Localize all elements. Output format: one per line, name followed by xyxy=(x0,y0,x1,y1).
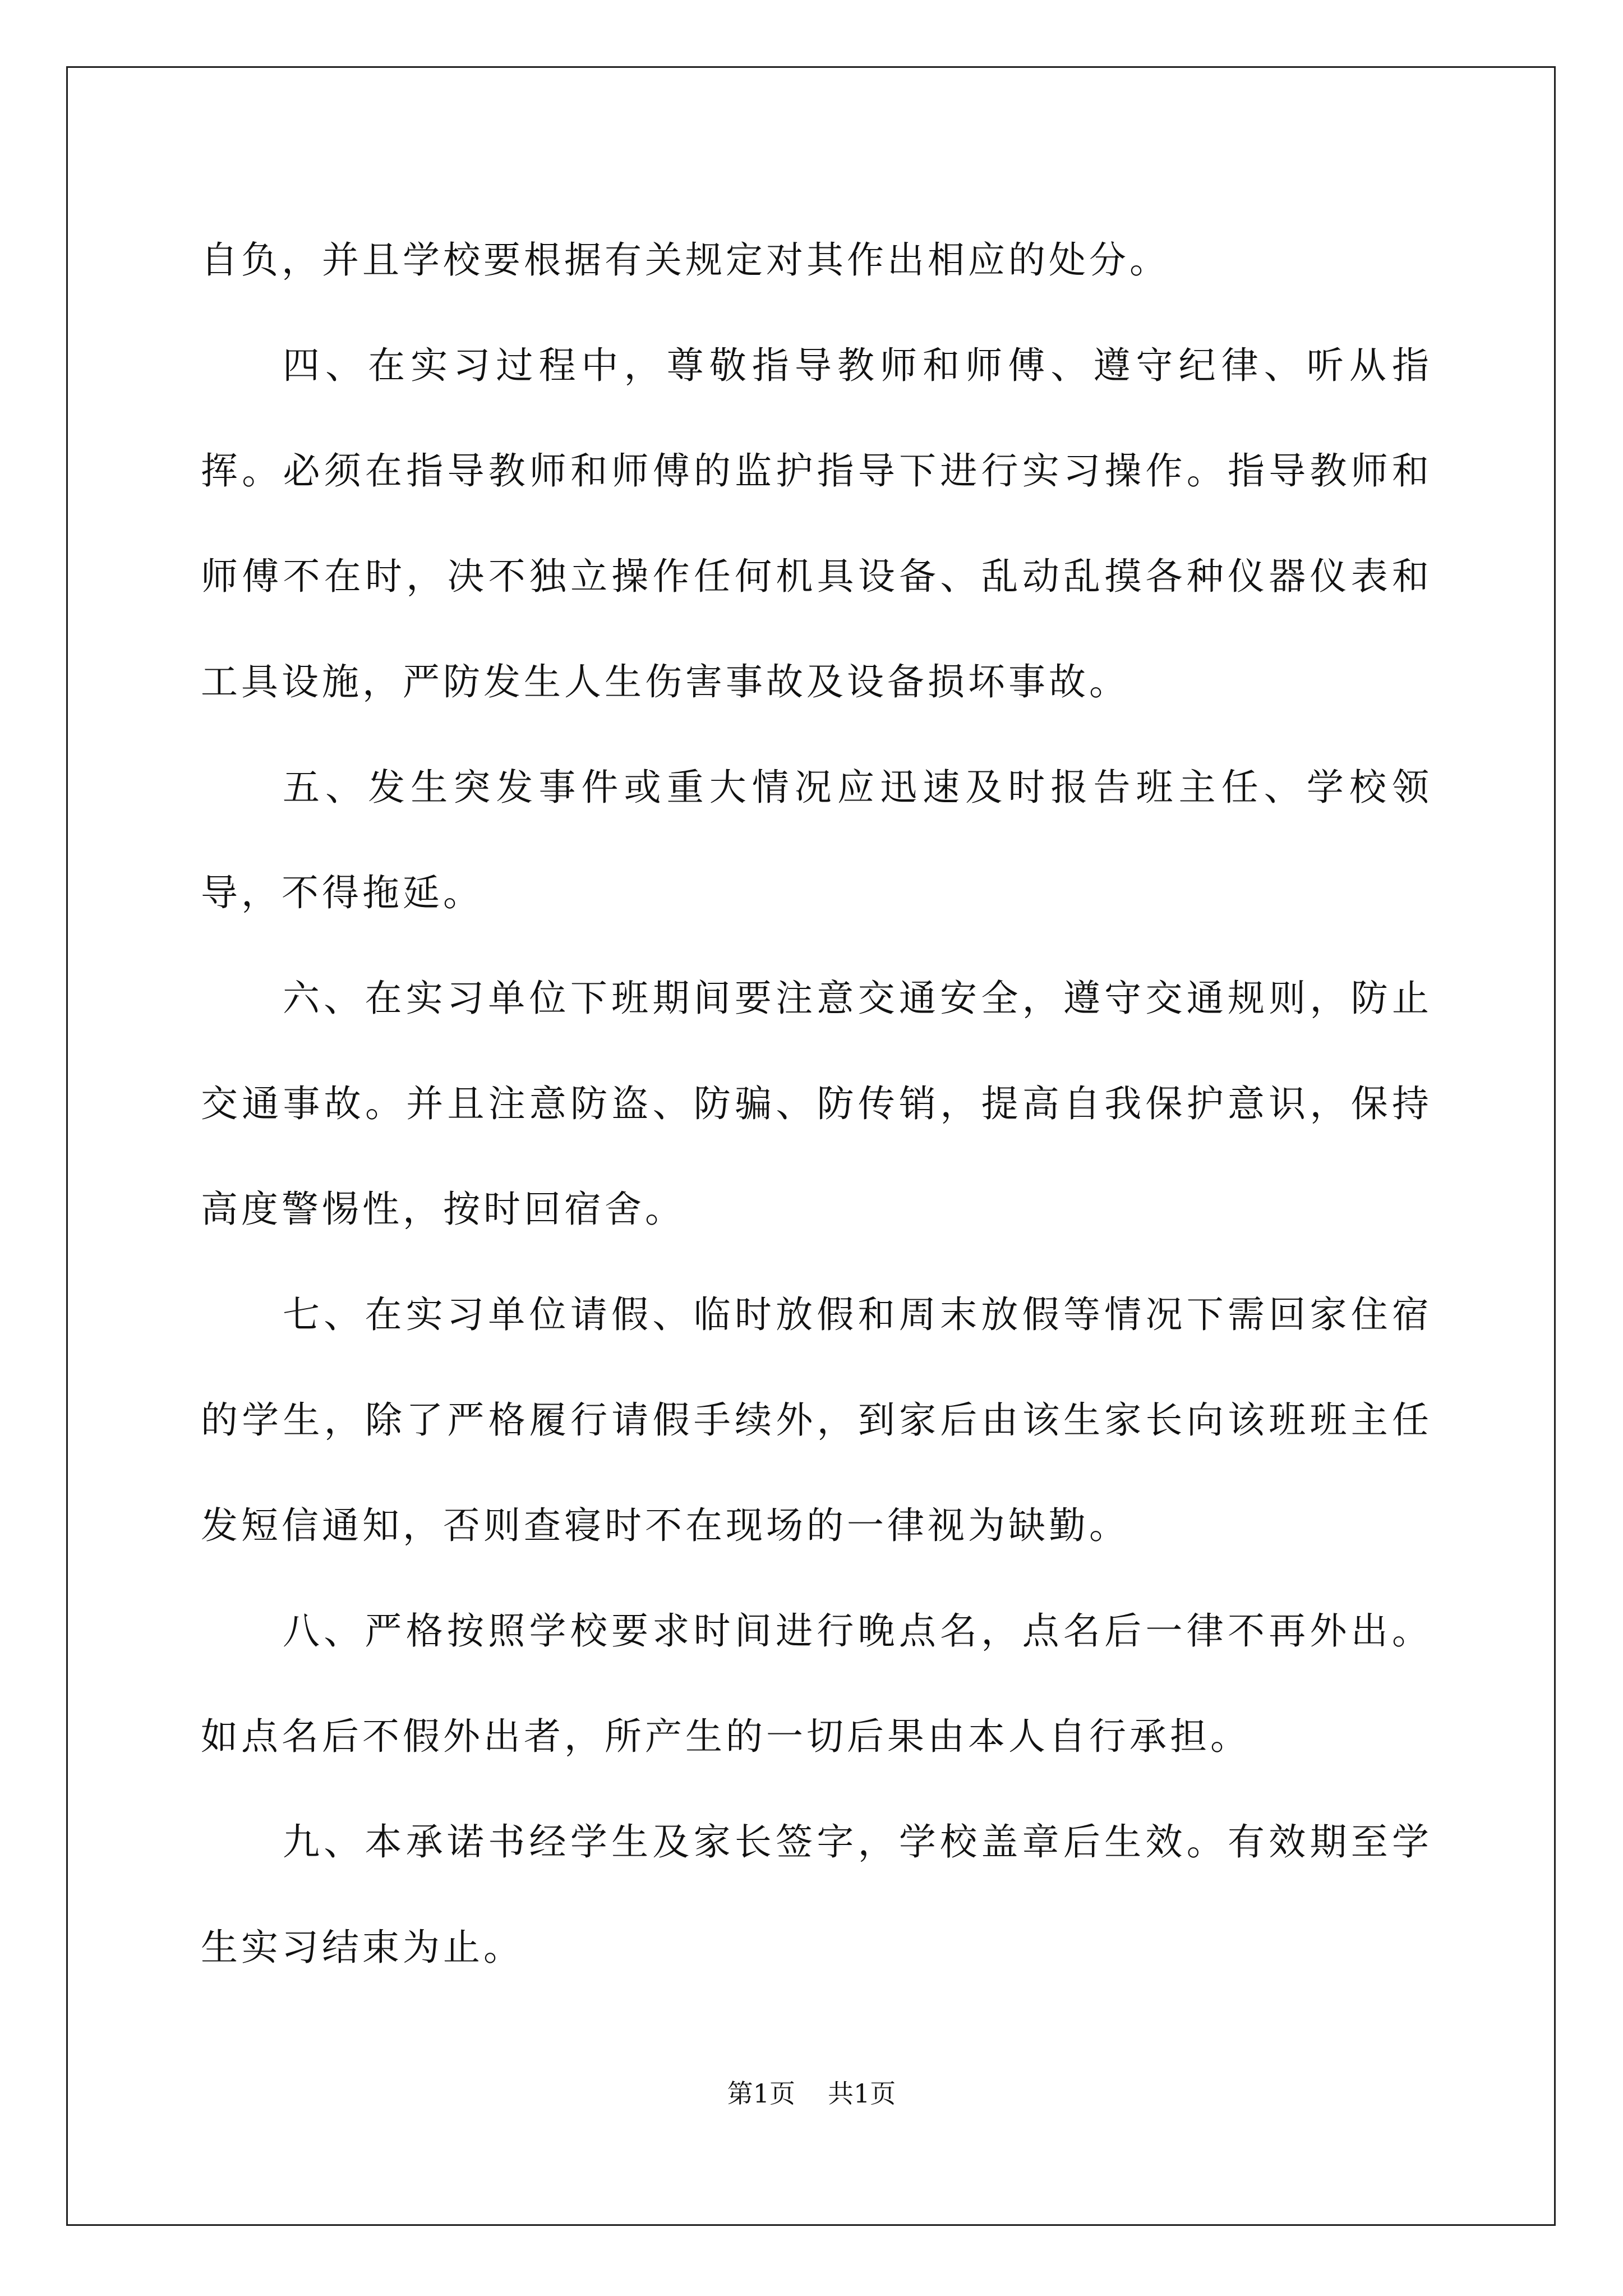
page-number: 第1页 xyxy=(727,2078,795,2109)
paragraph-item-7: 七、在实习单位请假、临时放假和周末放假等情况下需回家住宿的学生，除了严格履行请假手续外，到家后由该生家长向该班班主任发短信通知，否则查寝时不在现场的一律视为缺勤。 xyxy=(201,1293,1432,1547)
paragraph-continuation: 自负，并且学校要根据有关规定对其作出相应的处分。 xyxy=(201,238,1170,282)
page-footer xyxy=(0,2077,1623,2110)
paragraph-item-4: 四、在实习过程中，尊敬指导教师和师傅、遵守纪律、听从指挥。必须在指导教师和师傅的监护指导下进行实习操作。指导教师和师傅不在时，决不独立操作任何机具设备、乱动乱摸各种仪器仪表和工具设施，严防发生人生伤害事故及设备损坏事故。 xyxy=(201,344,1432,703)
paragraph-item-5: 五、发生突发事件或重大情况应迅速及时报告班主任、学校领导，不得拖延。 xyxy=(201,766,1432,914)
document-body xyxy=(201,208,1432,2000)
paragraph-item-9: 九、本承诺书经学生及家长签字，学校盖章后生效。有效期至学生实习结束为止。 xyxy=(201,1820,1432,1969)
paragraph-item-6: 六、在实习单位下班期间要注意交通安全，遵守交通规则，防止交通事故。并且注意防盗、防骗、防传销，提高自我保护意识，保持高度警惕性，按时回宿舍。 xyxy=(201,977,1432,1231)
page-total: 共1页 xyxy=(828,2078,896,2109)
paragraph-item-8: 八、严格按照学校要求时间进行晚点名，点名后一律不再外出。如点名后不假外出者，所产生的一切后果由本人自行承担。 xyxy=(201,1609,1432,1758)
